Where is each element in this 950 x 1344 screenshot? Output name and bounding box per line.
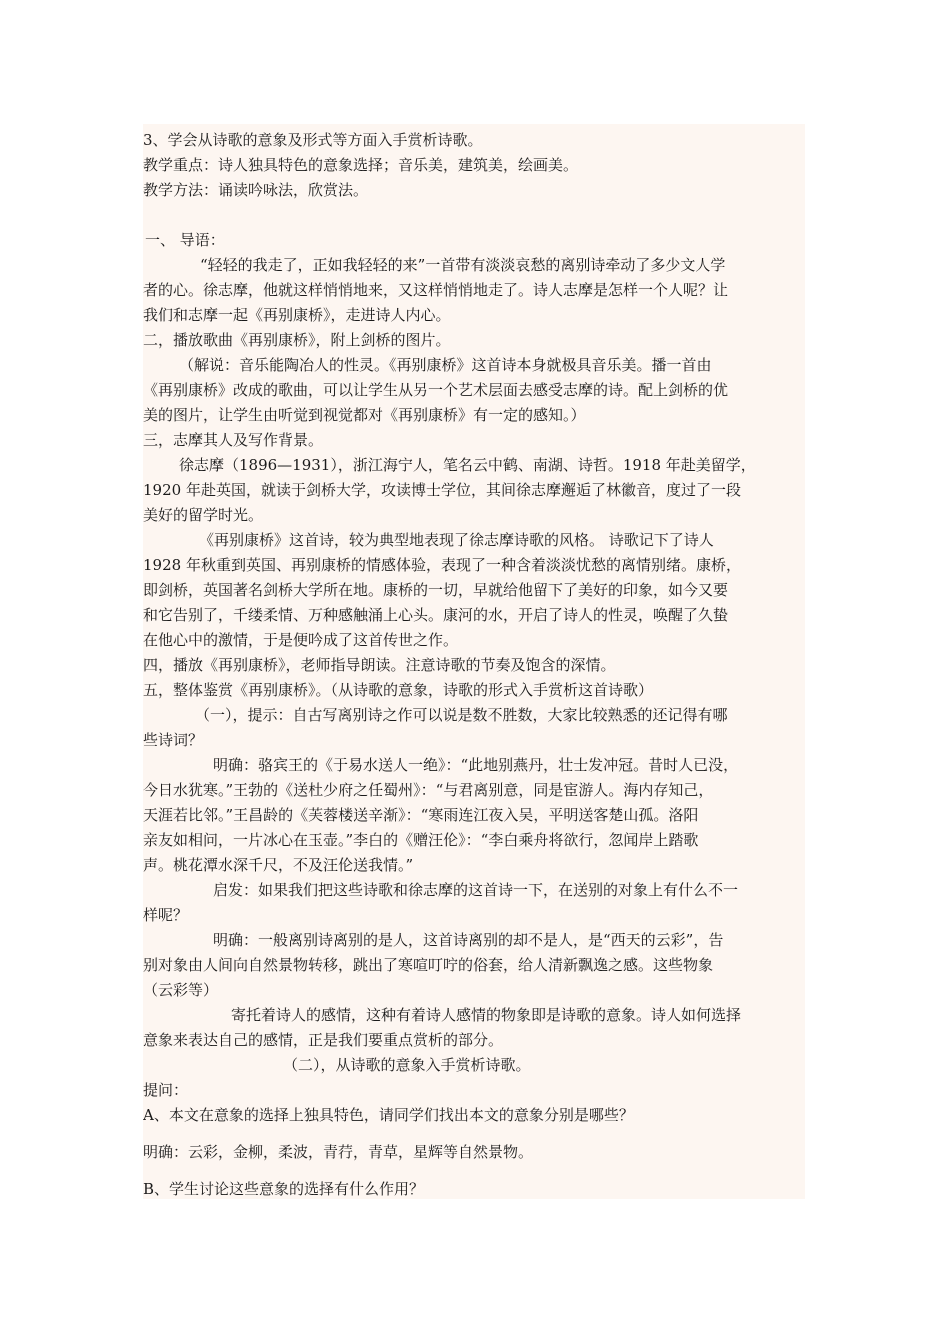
blank-line <box>143 1165 805 1177</box>
section-heading: 五，整体鉴赏《再别康桥》。（从诗歌的意象，诗歌的形式入手赏析这首诗歌） <box>143 681 654 699</box>
text-line: 启发：如果我们把这些诗歌和徐志摩的这首诗一下，在送别的对象上有什么不一 <box>213 881 739 899</box>
question-line: B、学生讨论这些意象的选择有什么作用？ <box>143 1180 425 1198</box>
text-line: 和它告别了，千缕柔情、万种感触涌上心头。康河的水，开启了诗人的性灵，唤醒了久蛰 <box>143 606 729 624</box>
text-line: 声。桃花潭水深千尺，不及汪伦送我情。” <box>143 856 414 874</box>
text-line: 明确：一般离别诗离别的是人，这首诗离别的却不是人，是“西天的云彩”，告 <box>213 931 724 949</box>
text-line: 明确：骆宾王的《于易水送人一绝》：“此地别燕丹，壮士发冲冠。昔时人已没， <box>213 756 739 774</box>
section-heading: 二，播放歌曲《再别康桥》，附上剑桥的图片。 <box>143 331 451 349</box>
text-line: （解说：音乐能陶冶人的性灵。《再别康桥》这首诗本身就极具音乐美。播一首由 <box>179 356 712 374</box>
text-line: 《再别康桥》这首诗，较为典型地表现了徐志摩诗歌的风格。 诗歌记下了诗人 <box>199 531 714 549</box>
text-line: 亲友如相问，一片冰心在玉壶。”李白的《赠汪伦》：“李白乘舟将欲行，忽闻岸上踏歌 <box>143 831 699 849</box>
text-line: “轻轻的我走了，正如我轻轻的来”一首带有淡淡哀愁的离别诗牵动了多少文人学 <box>200 256 726 274</box>
section-heading: （二），从诗歌的意象入手赏析诗歌。 <box>283 1056 531 1074</box>
blank-line <box>143 203 805 228</box>
text-line: 3、学会从诗歌的意象及形式等方面入手赏析诗歌。 <box>143 131 483 149</box>
section-heading: 三，志摩其人及写作背景。 <box>143 431 324 449</box>
lesson-plan-text <box>143 124 805 1199</box>
text-line: 我们和志摩一起《再别康桥》，走进诗人内心。 <box>143 306 451 324</box>
text-line: 别对象由人间向自然景物转移，跳出了寒喧叮咛的俗套，给人清新飘逸之感。这些物象 <box>143 956 714 974</box>
text-line: 天涯若比邻。”王昌龄的《芙蓉楼送辛渐》：“寒雨连江夜入吴，平明送客楚山孤。洛阳 <box>143 806 699 824</box>
text-line: （一），提示：自古写离别诗之作可以说是数不胜数，大家比较熟悉的还记得有哪 <box>195 706 728 724</box>
text-line: 即剑桥，英国著名剑桥大学所在地。康桥的一切，早就给他留下了美好的印象，如今又要 <box>143 581 729 599</box>
text-line: 1920 年赴英国，就读于剑桥大学，攻读博士学位，其间徐志摩邂逅了林徽音，度过了一段 <box>143 481 741 499</box>
blank-line <box>143 1128 805 1140</box>
text-line: 1928 年秋重到英国、再别康桥的情感体验，表现了一种含着淡淡忧愁的离情别绪。康桥， <box>143 556 741 574</box>
text-line: 教学重点：诗人独具特色的意象选择；音乐美，建筑美，绘画美。 <box>143 156 579 174</box>
text-line: 寄托着诗人的感情，这种有着诗人感情的物象即是诗歌的意象。诗人如何选择 <box>231 1006 742 1024</box>
text-line: 今日水犹寒。”王勃的《送杜少府之任蜀州》：“与君离别意，同是宦游人。海内存知己， <box>143 781 714 799</box>
text-line: 美的图片，让学生由听觉到视觉都对《再别康桥》有一定的感知。） <box>143 406 586 424</box>
text-line: （云彩等） <box>143 981 219 999</box>
text-line: 意象来表达自己的感情，正是我们要重点赏析的部分。 <box>143 1031 504 1049</box>
text-line: 美好的留学时光。 <box>143 506 264 524</box>
text-line: 在他心中的激情，于是便吟成了这首传世之作。 <box>143 631 459 649</box>
section-heading: 四，播放《再别康桥》，老师指导朗读。注意诗歌的节奏及饱含的深情。 <box>143 656 616 674</box>
text-line: 者的心。徐志摩，他就这样悄悄地来，又这样悄悄地走了。诗人志摩是怎样一个人呢？让 <box>143 281 729 299</box>
text-line: 徐志摩（1896—1931），浙江海宁人，笔名云中鹤、南湖、诗哲。1918 年赴美留学， <box>179 456 756 474</box>
text-line: 些诗词？ <box>143 731 204 749</box>
text-line: 样呢？ <box>143 906 189 924</box>
answer-line: 明确：云彩，金柳，柔波，青荇，青草，星辉等自然景物。 <box>143 1143 534 1161</box>
text-line: 教学方法：诵读吟咏法，欣赏法。 <box>143 181 369 199</box>
question-line: A、本文在意象的选择上独具特色，请同学们找出本文的意象分别是哪些？ <box>143 1106 634 1124</box>
text-line: 《再别康桥》改成的歌曲，可以让学生从另一个艺术层面去感受志摩的诗。配上剑桥的优 <box>143 381 729 399</box>
section-heading: 一、 导语： <box>145 231 225 249</box>
text-line: 提问： <box>143 1081 189 1099</box>
